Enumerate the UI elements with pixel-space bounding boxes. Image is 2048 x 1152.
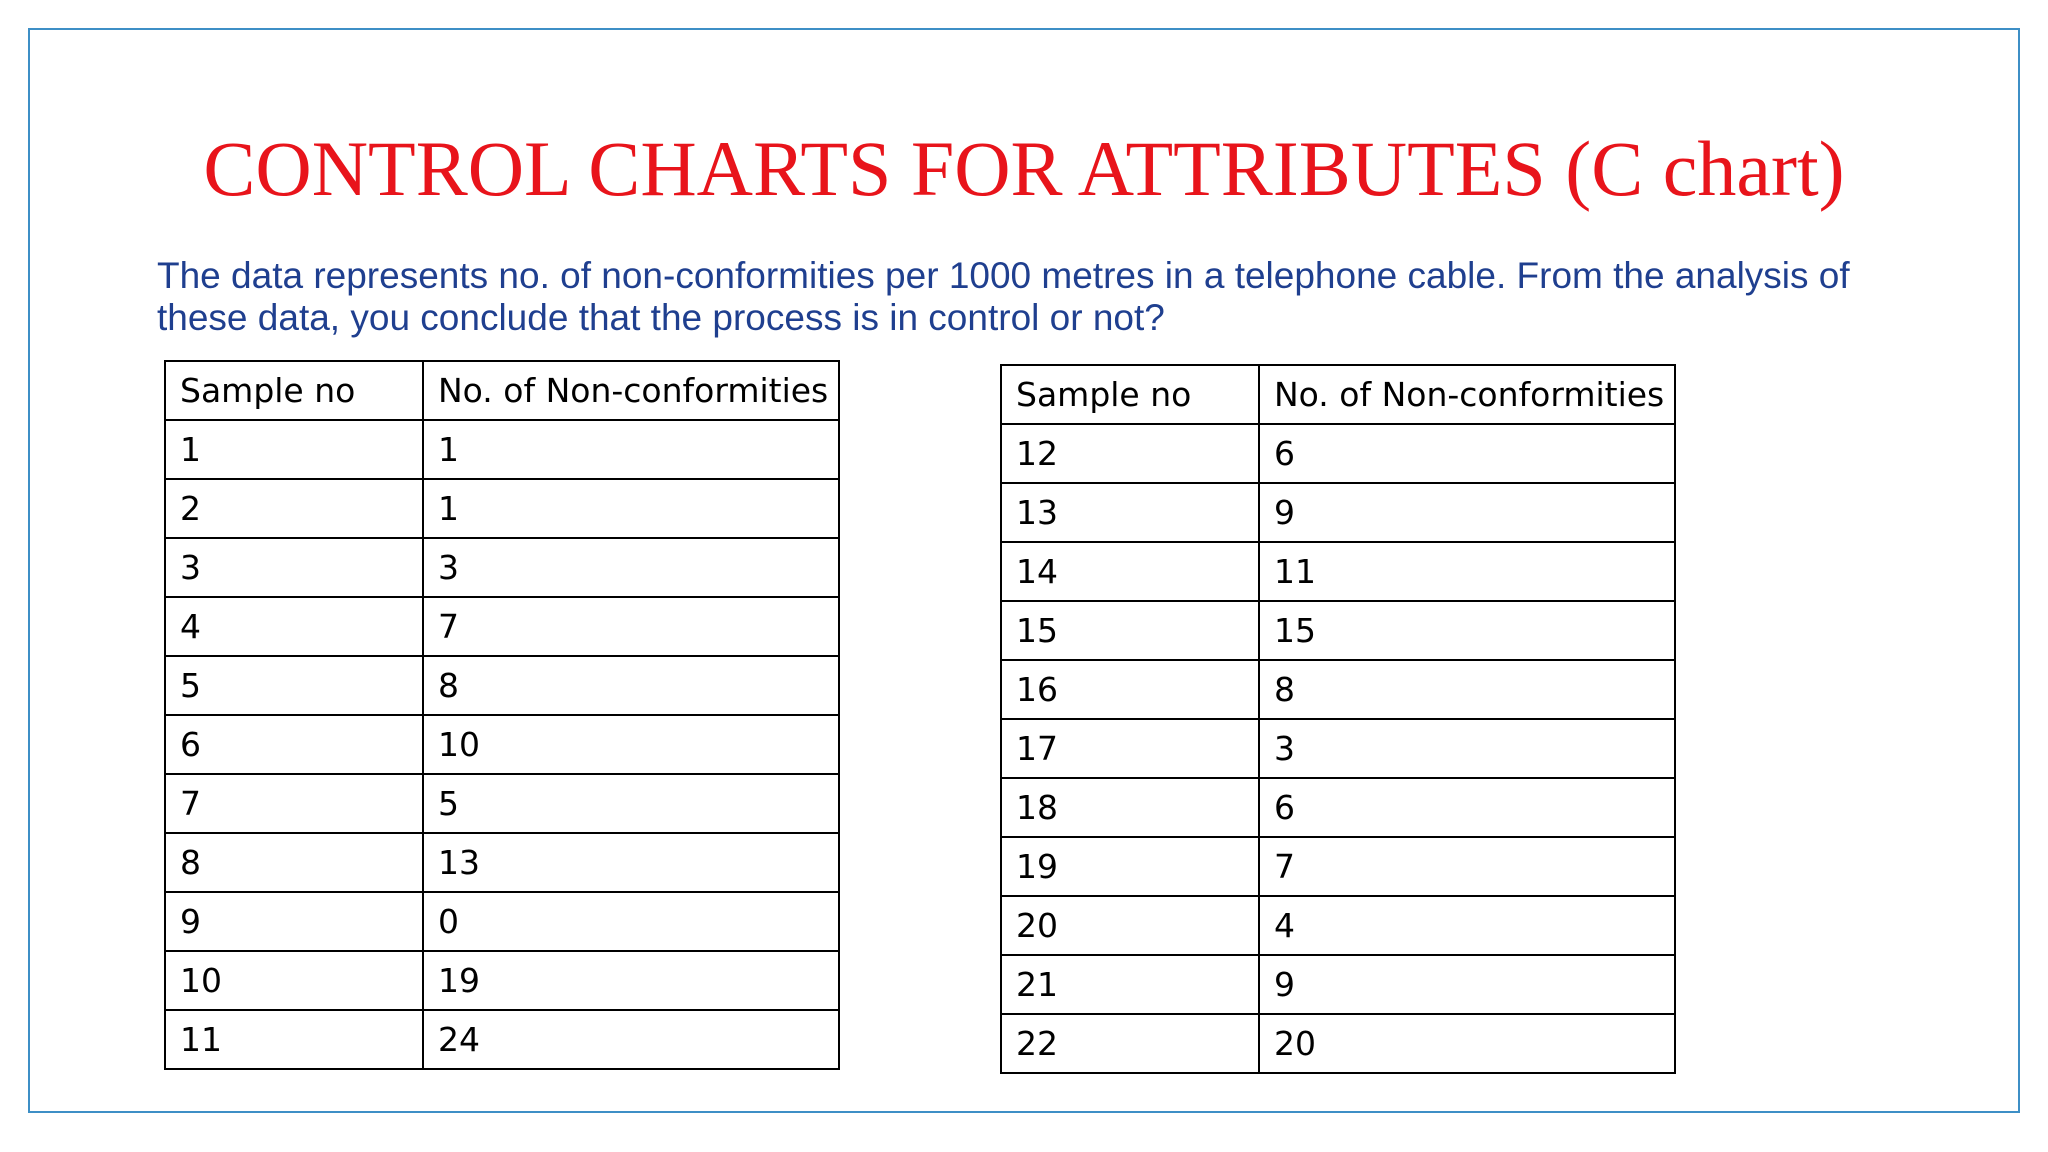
header-sample-no: Sample no: [1001, 365, 1259, 424]
cell-non-conformities: 6: [1259, 424, 1675, 483]
cell-non-conformities: 8: [1259, 660, 1675, 719]
cell-sample-no: 8: [165, 833, 423, 892]
cell-non-conformities: 20: [1259, 1014, 1675, 1073]
cell-sample-no: 18: [1001, 778, 1259, 837]
table-row: [1001, 837, 1675, 896]
table-row: [1001, 719, 1675, 778]
cell-non-conformities: 1: [423, 479, 839, 538]
cell-non-conformities: 8: [423, 656, 839, 715]
cell-sample-no: 6: [165, 715, 423, 774]
cell-sample-no: 7: [165, 774, 423, 833]
cell-sample-no: 9: [165, 892, 423, 951]
cell-sample-no: 10: [165, 951, 423, 1010]
table-row: [165, 479, 839, 538]
table-header-row: [165, 361, 839, 420]
cell-sample-no: 5: [165, 656, 423, 715]
cell-sample-no: 12: [1001, 424, 1259, 483]
cell-sample-no: 19: [1001, 837, 1259, 896]
cell-non-conformities: 13: [423, 833, 839, 892]
cell-sample-no: 20: [1001, 896, 1259, 955]
cell-non-conformities: 1: [423, 420, 839, 479]
table-row: [1001, 483, 1675, 542]
cell-sample-no: 11: [165, 1010, 423, 1069]
cell-non-conformities: 4: [1259, 896, 1675, 955]
table-row: [1001, 542, 1675, 601]
cell-non-conformities: 15: [1259, 601, 1675, 660]
table-row: [165, 597, 839, 656]
cell-sample-no: 21: [1001, 955, 1259, 1014]
cell-non-conformities: 3: [1259, 719, 1675, 778]
cell-non-conformities: 3: [423, 538, 839, 597]
table-row: [165, 538, 839, 597]
header-non-conformities: No. of Non-conformities: [423, 361, 839, 420]
cell-non-conformities: 9: [1259, 955, 1675, 1014]
table-row: [165, 656, 839, 715]
cell-non-conformities: 19: [423, 951, 839, 1010]
table-row: [1001, 660, 1675, 719]
header-non-conformities: No. of Non-conformities: [1259, 365, 1675, 424]
cell-sample-no: 3: [165, 538, 423, 597]
cell-non-conformities: 7: [1259, 837, 1675, 896]
table-row: [1001, 896, 1675, 955]
cell-sample-no: 2: [165, 479, 423, 538]
cell-non-conformities: 6: [1259, 778, 1675, 837]
table-row: [165, 892, 839, 951]
table-row: [165, 420, 839, 479]
table-row: [165, 1010, 839, 1069]
table-row: [1001, 601, 1675, 660]
slide-title: CONTROL CHARTS FOR ATTRIBUTES (C chart): [203, 125, 1845, 212]
table-row: [1001, 424, 1675, 483]
cell-non-conformities: 10: [423, 715, 839, 774]
cell-non-conformities: 9: [1259, 483, 1675, 542]
cell-sample-no: 17: [1001, 719, 1259, 778]
cell-sample-no: 16: [1001, 660, 1259, 719]
data-table-left: [164, 360, 840, 1070]
table-row: [165, 951, 839, 1010]
cell-non-conformities: 0: [423, 892, 839, 951]
cell-non-conformities: 5: [423, 774, 839, 833]
table-row: [165, 715, 839, 774]
cell-sample-no: 22: [1001, 1014, 1259, 1073]
table-row: [1001, 778, 1675, 837]
cell-sample-no: 15: [1001, 601, 1259, 660]
cell-sample-no: 1: [165, 420, 423, 479]
cell-non-conformities: 7: [423, 597, 839, 656]
table-row: [165, 833, 839, 892]
cell-non-conformities: 24: [423, 1010, 839, 1069]
data-table-right: [1000, 364, 1676, 1074]
cell-sample-no: 13: [1001, 483, 1259, 542]
table-row: [165, 774, 839, 833]
table-header-row: [1001, 365, 1675, 424]
table-row: [1001, 1014, 1675, 1073]
header-sample-no: Sample no: [165, 361, 423, 420]
cell-sample-no: 4: [165, 597, 423, 656]
cell-non-conformities: 11: [1259, 542, 1675, 601]
cell-sample-no: 14: [1001, 542, 1259, 601]
question-text: The data represents no. of non-conformities per 1000 metres in a telephone cable. From the analysis of these data, you conclude that the process is in control or not?: [157, 255, 1850, 338]
table-row: [1001, 955, 1675, 1014]
